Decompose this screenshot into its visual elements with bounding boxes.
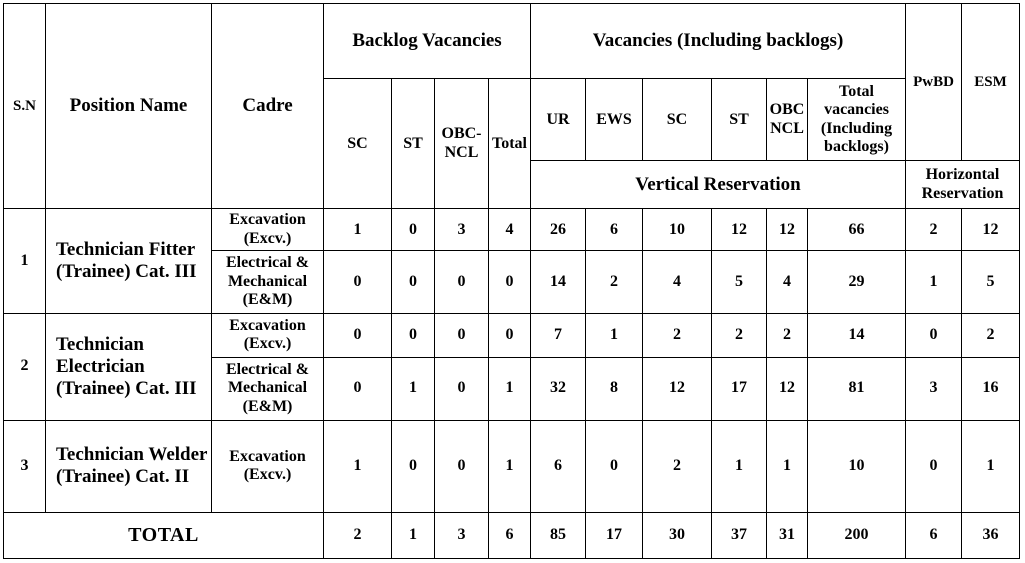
total-value: 200 <box>808 512 906 558</box>
header-esm: ESM <box>962 4 1020 161</box>
cell-value: 0 <box>435 357 489 420</box>
total-value: 1 <box>392 512 435 558</box>
cell-value: 0 <box>392 251 435 313</box>
total-row <box>4 512 1020 558</box>
position-name: Technician Fitter (Trainee) Cat. III <box>46 209 212 313</box>
header-pwbd: PwBD <box>906 4 962 161</box>
header-ews: EWS <box>586 79 643 161</box>
header-total-vacancies: Total vacancies (Including backlogs) <box>808 79 906 161</box>
cell-value: 1 <box>489 357 531 420</box>
table-row <box>4 209 1020 251</box>
header-backlog-vacancies: Backlog Vacancies <box>324 4 531 79</box>
cadre-name: Excavation (Excv.) <box>212 209 324 251</box>
cell-value: 0 <box>435 251 489 313</box>
cell-value: 0 <box>324 313 392 357</box>
cell-value: 0 <box>392 313 435 357</box>
cell-value: 66 <box>808 209 906 251</box>
cell-value: 1 <box>962 420 1020 512</box>
header-backlog-st: ST <box>392 79 435 209</box>
cell-value: 5 <box>712 251 767 313</box>
cell-value: 2 <box>906 209 962 251</box>
cell-value: 16 <box>962 357 1020 420</box>
header-ur: UR <box>531 79 586 161</box>
table-row <box>4 313 1020 357</box>
cell-value: 0 <box>435 420 489 512</box>
cadre-name: Electrical & Mechanical (E&M) <box>212 357 324 420</box>
cell-value: 0 <box>324 251 392 313</box>
cell-value: 0 <box>435 313 489 357</box>
cell-value: 26 <box>531 209 586 251</box>
cell-value: 2 <box>767 313 808 357</box>
cell-value: 12 <box>643 357 712 420</box>
header-backlog-sc: SC <box>324 79 392 209</box>
header-sn: S.N <box>4 4 46 209</box>
header-vacancy-st: ST <box>712 79 767 161</box>
cell-value: 17 <box>712 357 767 420</box>
cell-value: 4 <box>767 251 808 313</box>
cell-value: 1 <box>392 357 435 420</box>
cell-value: 0 <box>392 420 435 512</box>
cell-value: 12 <box>767 209 808 251</box>
total-value: 37 <box>712 512 767 558</box>
cell-value: 1 <box>906 251 962 313</box>
cell-value: 2 <box>643 420 712 512</box>
row-sn: 3 <box>4 420 46 512</box>
cell-value: 0 <box>489 251 531 313</box>
cell-value: 1 <box>586 313 643 357</box>
cell-value: 6 <box>586 209 643 251</box>
total-value: 85 <box>531 512 586 558</box>
cell-value: 0 <box>906 313 962 357</box>
cell-value: 2 <box>962 313 1020 357</box>
cadre-name: Electrical & Mechanical (E&M) <box>212 251 324 313</box>
cadre-name: Excavation (Excv.) <box>212 420 324 512</box>
cell-value: 2 <box>643 313 712 357</box>
cell-value: 0 <box>489 313 531 357</box>
cell-value: 1 <box>712 420 767 512</box>
cell-value: 4 <box>489 209 531 251</box>
total-label: TOTAL <box>4 512 324 558</box>
cell-value: 0 <box>392 209 435 251</box>
cell-value: 7 <box>531 313 586 357</box>
total-value: 3 <box>435 512 489 558</box>
header-position-name: Position Name <box>46 4 212 209</box>
position-name: Technician Electrician (Trainee) Cat. III <box>46 313 212 420</box>
total-value: 36 <box>962 512 1020 558</box>
cell-value: 10 <box>643 209 712 251</box>
header-vacancy-obc-ncl: OBC NCL <box>767 79 808 161</box>
cell-value: 2 <box>712 313 767 357</box>
row-sn: 1 <box>4 209 46 313</box>
cell-value: 1 <box>324 209 392 251</box>
cell-value: 0 <box>324 357 392 420</box>
cell-value: 32 <box>531 357 586 420</box>
cell-value: 81 <box>808 357 906 420</box>
cell-value: 0 <box>906 420 962 512</box>
total-value: 2 <box>324 512 392 558</box>
total-value: 17 <box>586 512 643 558</box>
row-sn: 2 <box>4 313 46 420</box>
cell-value: 5 <box>962 251 1020 313</box>
total-value: 30 <box>643 512 712 558</box>
cell-value: 14 <box>808 313 906 357</box>
cell-value: 3 <box>435 209 489 251</box>
total-value: 31 <box>767 512 808 558</box>
cell-value: 8 <box>586 357 643 420</box>
cell-value: 0 <box>586 420 643 512</box>
cadre-name: Excavation (Excv.) <box>212 313 324 357</box>
cell-value: 1 <box>489 420 531 512</box>
cell-value: 12 <box>767 357 808 420</box>
header-vacancy-sc: SC <box>643 79 712 161</box>
cell-value: 3 <box>906 357 962 420</box>
header-vacancies: Vacancies (Including backlogs) <box>531 4 906 79</box>
header-backlog-total: Total <box>489 79 531 209</box>
cell-value: 4 <box>643 251 712 313</box>
cell-value: 14 <box>531 251 586 313</box>
header-vertical-reservation: Vertical Reservation <box>531 161 906 209</box>
header-cadre: Cadre <box>212 4 324 209</box>
cell-value: 10 <box>808 420 906 512</box>
cell-value: 12 <box>712 209 767 251</box>
header-horizontal-reservation: Horizontal Reservation <box>906 161 1020 209</box>
cell-value: 2 <box>586 251 643 313</box>
header-backlog-obc-ncl: OBC-NCL <box>435 79 489 209</box>
table-row <box>4 420 1020 512</box>
cell-value: 6 <box>531 420 586 512</box>
total-value: 6 <box>906 512 962 558</box>
cell-value: 1 <box>324 420 392 512</box>
cell-value: 29 <box>808 251 906 313</box>
vacancy-table <box>3 3 1020 559</box>
position-name: Technician Welder (Trainee) Cat. II <box>46 420 212 512</box>
cell-value: 12 <box>962 209 1020 251</box>
cell-value: 1 <box>767 420 808 512</box>
total-value: 6 <box>489 512 531 558</box>
